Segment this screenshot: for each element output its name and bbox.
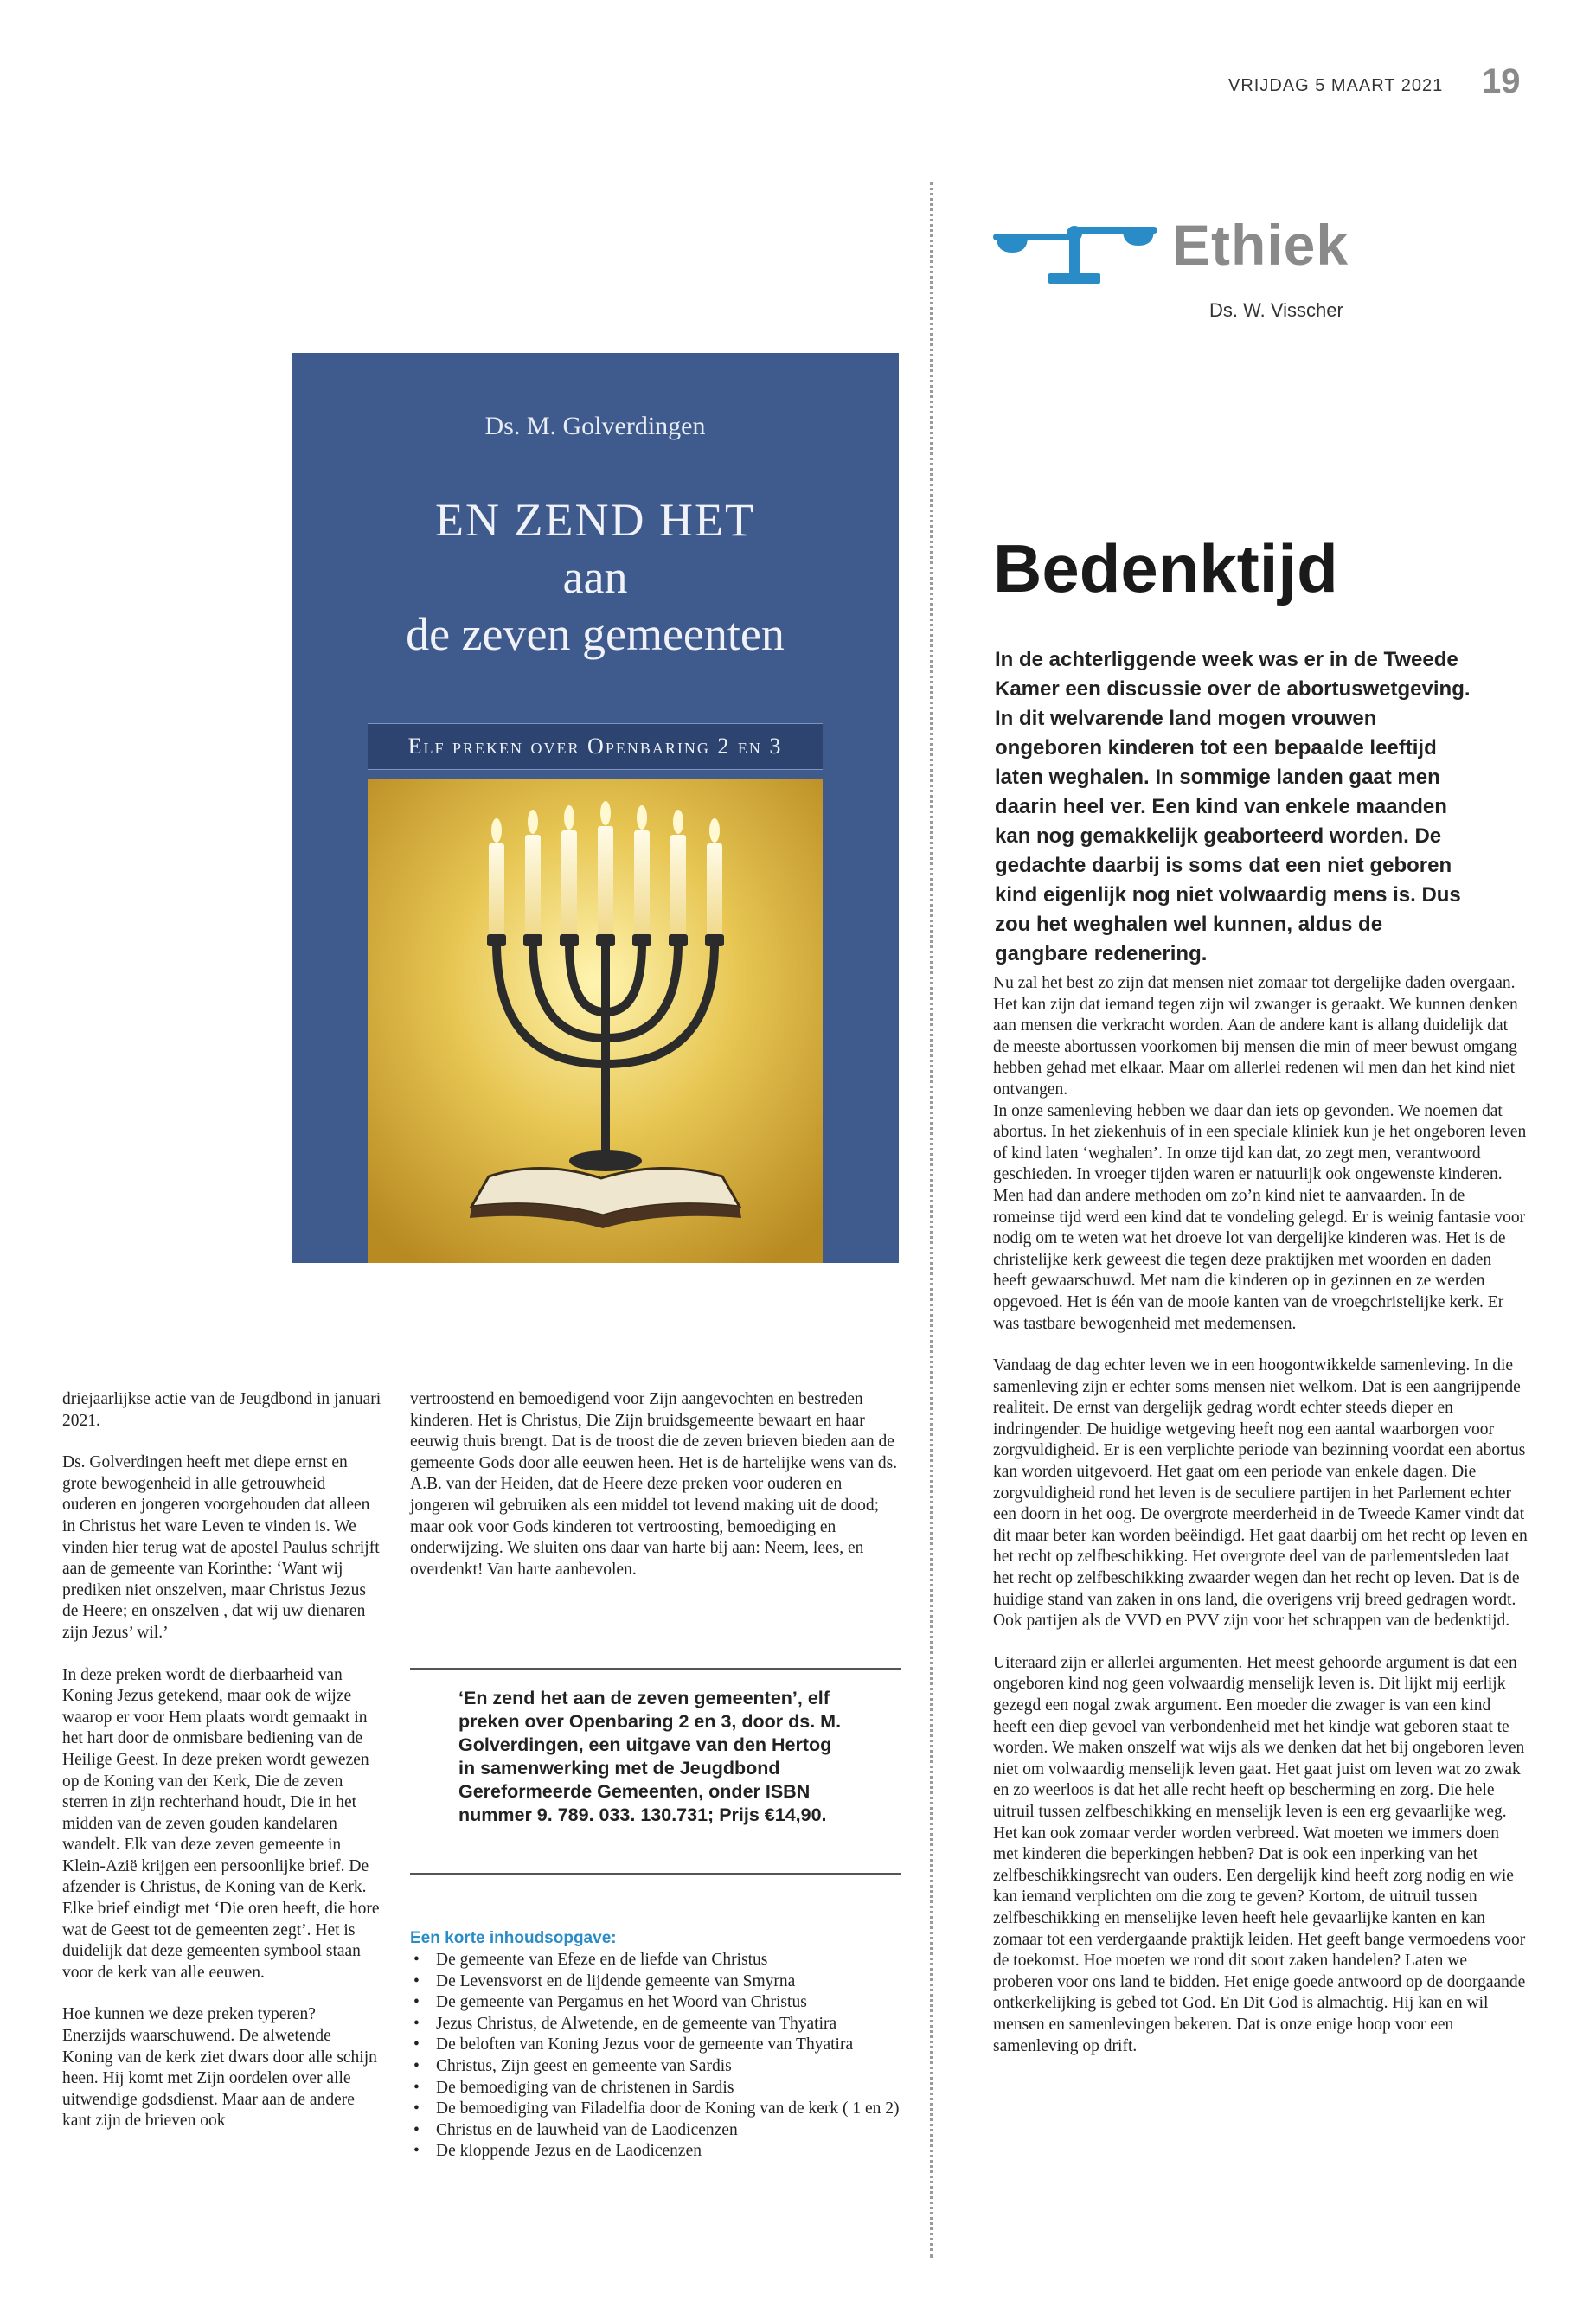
review-paragraph: In deze preken wordt de dierbaarheid van Koning Jezus getekend, maar ook de wijze waarop er voor Hem plaats wordt gemaakt in het hart door de onmisbare bediening van de Heilige Geest. In deze preken wordt gewezen op de Koning van der Kerk, Die de zeven sterren in zijn rechterhand houdt, Die in het midden van de zeven gouden kandelaren wandelt. Elk van deze zeven gemeente in Klein-Azië krijgen een persoonlijke brief. De afzender is Christus, de Koning van de Kerk. Elke brief eindigt met ‘Die oren heeft, die hore wat de Geest tot de gemeenten zegt’. Het is duidelijk dat deze gemeenten symbool staan voor de kerk van alle eeuwen. (62, 1665, 380, 1982)
article-body (993, 973, 1528, 2078)
book-cover-subtitle: Elf preken over Openbaring 2 en 3 (368, 723, 823, 770)
review-paragraph: Ds. Golverdingen heeft met diepe ernst en grote bewogenheid in alle getrouwheid ouderen en jongeren voorgehouden dat alleen in Christus het ware Leven te vinden is. We vinden hier terug wat de apostel Paulus schrijft aan de gemeente van Korinthe: ‘Want wij prediken niet onszelven, maar Christus Jezus de Heere; en onszelven , dat wij uw dienaren zijn Jezus’ wil.’ (62, 1453, 380, 1642)
book-cover-title (292, 491, 899, 663)
toc-item: • Christus, Zijn geest en gemeente van Sardis (410, 2056, 901, 2078)
book-cover-author: Ds. M. Golverdingen (484, 412, 706, 440)
book-cover (292, 353, 899, 1263)
article-author: Ds. W. Visscher (1209, 299, 1343, 321)
review-paragraph: driejaarlijkse actie van de Jeugdbond in januari 2021. (62, 1390, 381, 1430)
article-paragraph: Uiteraard zijn er allerlei argumenten. Het meest gehoorde argument is dat een ongeboren kind nog geen volwaardig menselijk leven is. Dit lijkt mij eerlijk gezegd een nogal zwak argument. Een moeder die zwager is van een kind heeft een diep gevoel van verbondenheid met het kindje wat geboren staat te worden. We maken onszelf wat wijs als we denken dat het bij ongeboren leven niet om volwaardig menselijk leven gaat. Het gaat juist om leven wat zo zwak en zo weerloos is dat het alle recht heeft op bescherming en zorg. Die hele uitruil tussen zelfbeschikking en menselijk leven is een erg gevaarlijke weg. Het kan ook zomaar verder worden verbreed. Wat moeten we immers doen met kinderen die beperkingen hebben? Dat is ook een inperking van het zelfbeschikkingsrecht van ouders. Een dergelijk kind heeft zorg nodig en wie kan iemand verplichten om die zorg te geven? Kortom, de uitruil tussen zelfbeschikking en menselijke leven heeft hele gevaarlijke kanten en kan zomaar tot een verdergaande praktijk leiden. Het geeft bange vermoedens voor de toekomst. Hoe moeten we rond dit soort zaken handelen? Laten we proberen voor ons land te bidden. Het enige goede antwoord op de doorgaande ontkerkelijking is gebed tot God. En Dit God is almachtig. Hij kan en wil mensen en samenlevingen bekeren. Dat is onze enige hoop voor een samenleving op drift. (993, 1653, 1526, 2055)
review-paragraph: Hoe kunnen we deze preken typeren? Enerzijds waarschuwend. De alwetende Koning van de kerk ziet dwars door alle schijn heen. Hij komt met Zijn oordelen over alle uitwendige godsdienst. Maar aan de andere kant zijn de brieven ook (62, 2005, 377, 2131)
toc-item: • De Levensvorst en de lijdende gemeente van Smyrna (410, 1971, 901, 1993)
article-lead: In de achterliggende week was er in de Tweede Kamer een discussie over de abortuswetgeving. In dit welvarende land mogen vrouwen ongeboren kinderen tot een bepaalde leeftijd laten weghalen. In sommige landen gaat men daarin heel ver. Een kind van enkele maanden kan nog gemakkelijk geaborteerd worden. De gedachte daarbij is soms dat een niet geboren kind eigenlijk nog niet volwaardig mens is. Dus zou het weghalen wel kunnen, aldus de gangbare redenering. (995, 648, 1471, 965)
rule-top (410, 1668, 901, 1670)
rule-bottom (410, 1873, 901, 1875)
column-divider (930, 182, 933, 2258)
toc-item: • Jezus Christus, de Alwetende, en de gemeente van Thyatira (410, 2014, 901, 2035)
article-headline: Bedenktijd (993, 530, 1338, 606)
book-title-line3: de zeven gemeenten (406, 608, 785, 660)
section-label: Ethiek (1172, 213, 1349, 277)
toc-item: • De bemoediging van Filadelfia door de Koning van de kerk ( 1 en 2) (410, 2099, 901, 2120)
issue-date: VRIJDAG 5 MAART 2021 (1228, 76, 1444, 95)
article-paragraph: Nu zal het best zo zijn dat mensen niet zomaar tot dergelijke daden overgaan. Het kan zijn dat iemand tegen zijn wil zwanger is geraakt. We kunnen denken aan mensen die verkracht worden. Aan de andere kant is allang duidelijk dat de meeste abortussen voorkomen bij mensen die min of meer bewust omgang hebben gehad met elkaar. Maar om allerlei redenen wil men dan het kind niet ontvangen. (993, 974, 1518, 1099)
article-paragraph: In onze samenleving hebben we daar dan iets op gevonden. We noemen dat abortus. In het ziekenhuis of in een speciale kliniek kun je het ongeboren leven of kind laten ‘weghalen’. In onze tijd kan dat, zo zegt men, verantwoord geschieden. In vroeger tijden waren er natuurlijk ook ongewenste kinderen. Men had dan andere methoden om zo’n kind niet te aanvaarden. In de romeinse tijd werd een kind dat te vondeling gelegd. Er is weinig fantasie voor nodig om te weten wat het droeve lot van dergelijke kinderen was. Het is de christelijke kerk geweest die tegen deze praktijken met woorden en daden heeft gewaarschuwd. Met nam die kinderen op in gezinnen en ze werden opgevoed. Het is één van de mooie kanten van de vroegchristelijke kerk. Er was tastbare bewogenheid met medemensen. (993, 1101, 1527, 1333)
article-paragraph: Vandaag de dag echter leven we in een hoogontwikkelde samenleving. In die samenleving zijn er echter soms mensen niet welkom. Dat is een aangrijpende realiteit. De ernst van dergelijk gedrag wordt echter steeds dieper en indringender. De huidige wetgeving heeft nog een aantal waarborgen voor zorgvuldigheid. Er is een verplichte periode van bezinning voordat een abortus kan worden uitgevoerd. Het gaat om een periode van enkele dagen. Die zorgvuldigheid rond het leven is de seculiere partijen in het Parlement echter een doorn in het oog. De overgrote meerderheid in de Tweede Kamer vindt dat dit maar beter kan worden beëindigd. Het gaat daarbij om het recht op leven en het recht op zelfbeschikking. Het overgrote deel van de parlementsleden laat het recht op zelfbeschikking zwaarder wegen dan het recht op leven. Dat is de huidige stand van zaken in ons land, die overigens vrij breed gedragen wordt. Ook partijen als de VVD en PVV zijn voor het schrappen van de bedenktijd. (993, 1356, 1528, 1631)
toc-item: • De bemoediging van de christenen in Sardis (410, 2078, 901, 2099)
menorah-bible-photo (368, 779, 823, 1263)
toc-heading: Een korte inhoudsopgave: (410, 1929, 617, 1947)
review-left-column (62, 1389, 382, 2153)
publication-info: ‘En zend het aan de zeven gemeenten’, elf preken over Openbaring 2 en 3, door ds. M. Golverdingen, een uitgave van den Hertog in samenwerking met de Jeugdbond Gereformeerde Gemeenten, onder ISBN nummer 9. 789. 033. 130.731; Prijs €14,90. (458, 1688, 842, 1825)
review-middle-column (410, 1389, 901, 1601)
toc-item: • De beloften van Koning Jezus voor de gemeente van Thyatira (410, 2035, 901, 2056)
balance-scale-icon (993, 211, 1157, 289)
toc-item: • De gemeente van Efeze en de liefde van Christus (410, 1950, 901, 1971)
toc-item: • De gemeente van Pergamus en het Woord van Christus (410, 1992, 901, 2014)
review-paragraph: vertroostend en bemoedigend voor Zijn aangevochten en bestreden kinderen. Het is Christus, Die Zijn bruidsgemeente bewaart en haar eeuwig thuis brengt. Dat is de troost die de zeven brieven bieden aan de gemeente Gods door alle eeuwen heen. Het is de hartelijke wens van ds. A.B. van der Heiden, dat de Heere deze preken voor ouderen en jongeren wil gebruiken als een middel tot levend making uit de dood; maar ook voor Gods kinderen tot vertroosting, bemoediging en onderwijzing. We sluiten ons daar van harte bij aan: Neem, lees, en overdenkt! Van harte aanbevolen. (410, 1390, 898, 1579)
page-number: 19 (1482, 62, 1521, 100)
book-title-line2: aan (562, 551, 628, 603)
toc-item: • Christus en de lauwheid van de Laodicenzen (410, 2120, 901, 2142)
toc-list (410, 1950, 901, 2163)
book-title-line1: EN ZEND HET (435, 494, 755, 546)
toc-item: • De kloppende Jezus en de Laodicenzen (410, 2141, 901, 2163)
